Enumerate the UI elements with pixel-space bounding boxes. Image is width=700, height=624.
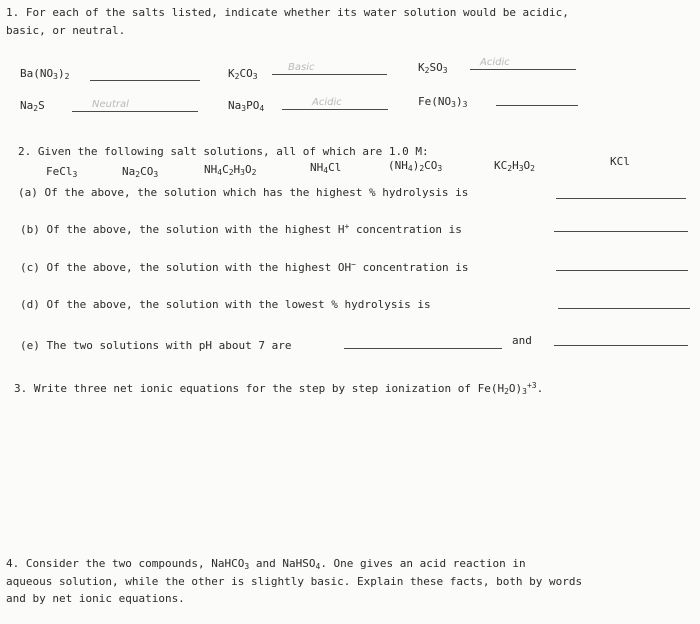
- answer-line-q2e-1[interactable]: [344, 348, 502, 349]
- salt-na3po4: $Na_3PO_4$: [228, 99, 265, 113]
- q2-e-and: and: [512, 334, 532, 347]
- answer-na2s: Neutral: [92, 99, 129, 110]
- solution-fecl3: FeCl$_3$: [46, 165, 78, 179]
- solution-nh4cl: $NH_4Cl$: [310, 161, 342, 175]
- q4-line3: and by net ionic equations.: [6, 592, 185, 605]
- answer-line-q2b[interactable]: [554, 231, 688, 232]
- solution-na2co3: $Na_2CO_3$: [122, 165, 159, 179]
- salt-k2so3: $K_2SO_3$: [418, 61, 448, 75]
- salt-fe-no3-3: $Fe(NO_3)_3$: [418, 95, 468, 109]
- q2-e: (e) The two solutions with pH about 7 are: [20, 339, 292, 352]
- answer-k2co3: Basic: [288, 62, 315, 73]
- salt-ba-no3-2: $Ba(NO_3)_2$: [20, 67, 70, 81]
- answer-line-q2d[interactable]: [558, 308, 690, 309]
- salt-na2s: $Na_2S$: [20, 99, 45, 113]
- q2-d: (d) Of the above, the solution with the lowest % hydrolysis is: [20, 298, 431, 311]
- salt-k2co3: $K_2CO_3$: [228, 67, 258, 81]
- q2-c: (c) Of the above, the solution with the highest OH− concentration is: [20, 260, 469, 274]
- q4-line2: aqueous solution, while the other is slightly basic. Explain these facts, both by words: [6, 575, 583, 588]
- solution-nh4c2h3o2: $NH_4C_2H_3O_2$: [204, 163, 257, 177]
- answer-line-q2e-2[interactable]: [554, 345, 688, 346]
- answer-line-k2co3[interactable]: [272, 74, 387, 75]
- answer-line-na2s[interactable]: [72, 111, 198, 112]
- answer-line-ba-no3-2[interactable]: [90, 80, 200, 81]
- answer-line-fe-no3-3[interactable]: [496, 105, 578, 106]
- q1-line1: 1. For each of the salts listed, indicate whether its water solution would be acidic,: [6, 6, 569, 19]
- q2-b: (b) Of the above, the solution with the highest H+ concentration is: [20, 222, 462, 236]
- answer-na3po4: Acidic: [312, 97, 342, 108]
- answer-line-na3po4[interactable]: [282, 109, 388, 110]
- answer-k2so3: Acidic: [480, 57, 510, 68]
- q3-text: 3. Write three net ionic equations for the step by step ionization of $Fe(H_2O)_3^{+3}$.: [14, 381, 544, 396]
- answer-line-k2so3[interactable]: [470, 69, 576, 70]
- answer-line-q2a[interactable]: [556, 198, 686, 199]
- q2-intro: 2. Given the following salt solutions, all of which are 1.0 M:: [18, 145, 429, 158]
- q2-a: (a) Of the above, the solution which has the highest % hydrolysis is: [18, 186, 469, 199]
- solution-kc2h3o2: $KC_2H_3O_2$: [494, 159, 535, 173]
- answer-line-q2c[interactable]: [556, 270, 688, 271]
- solution-nh4-2co3: $(NH_4)_2CO_3$: [388, 159, 443, 173]
- q1-line2: basic, or neutral.: [6, 24, 126, 37]
- solution-kcl: KCl: [610, 155, 630, 168]
- q4-line1: 4. Consider the two compounds, NaHCO$_3$ and NaHSO$_4$. One gives an acid reaction in: [6, 557, 526, 571]
